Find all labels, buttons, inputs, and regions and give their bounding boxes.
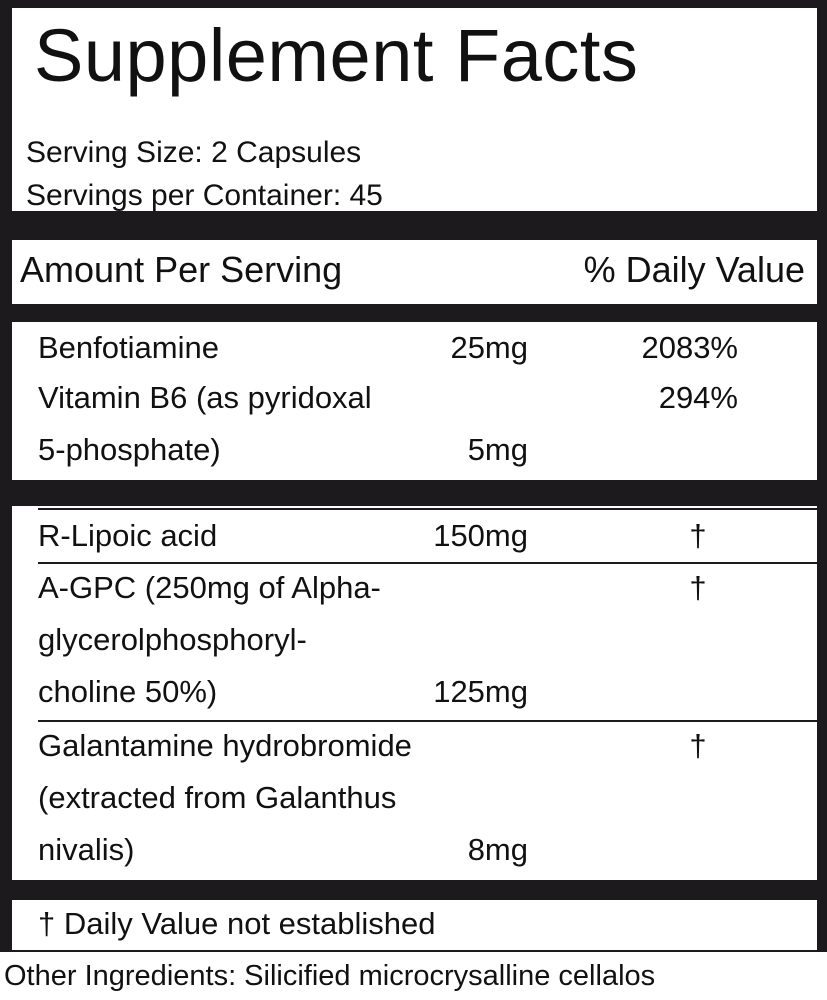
nutrient-name: Vitamin B6 (as pyridoxal xyxy=(38,380,372,415)
daily-value-label: % Daily Value xyxy=(583,249,805,290)
other-nutrients-section xyxy=(12,506,817,880)
dagger-mark: † xyxy=(689,518,707,553)
nutrient-name: A-GPC (250mg of Alpha- xyxy=(38,570,381,605)
dagger-mark: † xyxy=(689,728,707,763)
nutrient-name: R-Lipoic acid xyxy=(38,518,218,553)
nutrient-name-continued: (extracted from Galanthus xyxy=(38,780,397,815)
footnote-box xyxy=(12,900,817,950)
nutrient-amount: 5mg xyxy=(467,432,528,467)
servings-per-container: Servings per Container: 45 xyxy=(26,179,383,212)
page-title: Supplement Facts xyxy=(34,14,639,97)
nutrient-name: Galantamine hydrobromide xyxy=(38,728,412,763)
nutrient-amount: 8mg xyxy=(467,832,528,867)
nutrient-name: Benfotiamine xyxy=(38,330,219,365)
nutrient-name-continued: 5-phosphate) xyxy=(38,432,221,467)
amount-per-serving-label: Amount Per Serving xyxy=(20,249,343,290)
serving-size: Serving Size: 2 Capsules xyxy=(26,136,362,169)
facts-header xyxy=(12,8,817,211)
footnote: † Daily Value not established xyxy=(38,906,436,941)
nutrient-name-continued: choline 50%) xyxy=(38,674,218,709)
column-header-row xyxy=(12,240,817,304)
nutrient-name-continued: nivalis) xyxy=(38,832,135,867)
nutrient-daily-value: 2083% xyxy=(641,330,738,365)
nutrient-amount: 25mg xyxy=(450,330,528,365)
other-ingredients-band xyxy=(0,952,827,1000)
dagger-mark: † xyxy=(689,570,707,605)
nutrient-amount: 125mg xyxy=(433,674,528,709)
nutrient-name-continued: glycerolphosphoryl- xyxy=(38,622,307,657)
other-ingredients: Other Ingredients: Silicified microcrysalline cellalos xyxy=(4,960,656,992)
nutrient-daily-value: 294% xyxy=(658,380,738,415)
nutrient-amount: 150mg xyxy=(433,518,528,553)
vitamins-section xyxy=(12,322,817,480)
